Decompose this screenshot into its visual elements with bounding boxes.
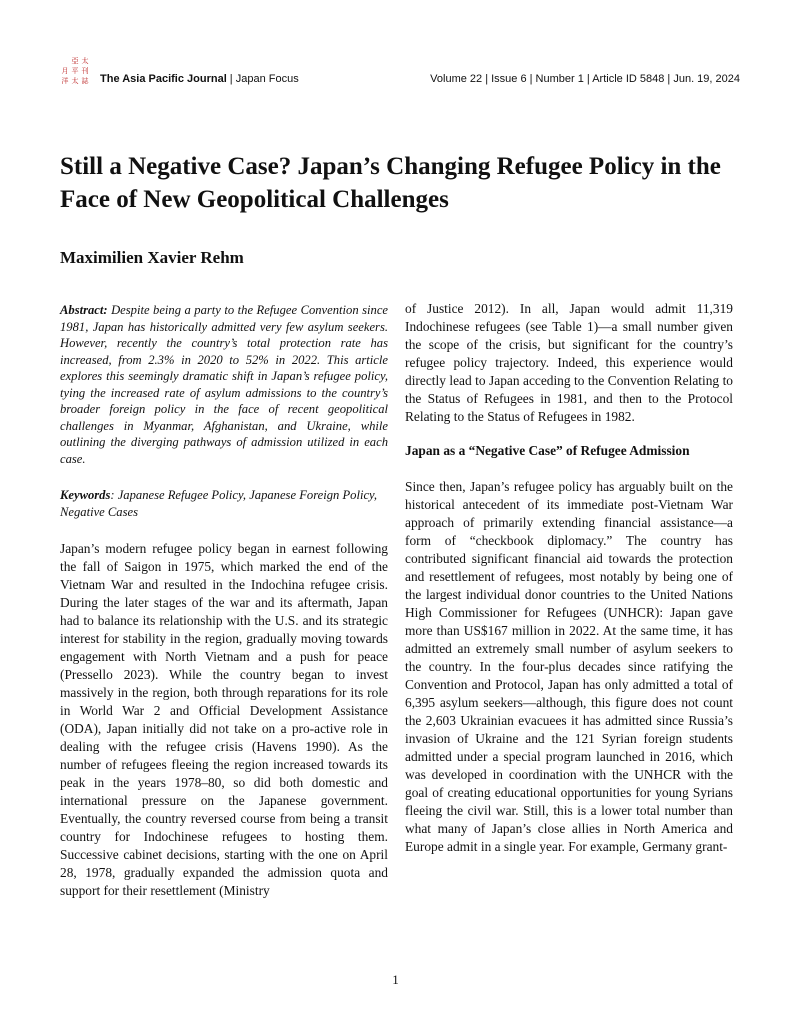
article-title: Still a Negative Case? Japan’s Changing Refugee Policy in the Face of New Geopolitical Challenges xyxy=(60,153,721,213)
body-paragraph: of Justice 2012). In all, Japan would admit 11,319 Indochinese refugees (see Table 1)—a small number given the scope of the crisis, but significant for the country’s refugee policy trajectory. Indeed, this experience would directly lead to Japan acceding to the Convention Relating to the Status of Refugees in 1981, and then to the Protocol Relating to the Status of Refugees in 1982. xyxy=(405,301,733,424)
author-name: Maximilien Xavier Rehm xyxy=(60,248,244,267)
issue-info: Volume 22 | Issue 6 | Number 1 | Article ID 5848 | Jun. 19, 2024 xyxy=(430,73,740,85)
journal-logo: 亞 太 月 平 刊 洋 太 誌 xyxy=(61,57,89,85)
right-column xyxy=(405,300,733,856)
section-heading: Japan as a “Negative Case” of Refugee Admission xyxy=(405,443,690,458)
body-paragraph: Since then, Japan’s refugee policy has arguably built on the historical antecedent of its immediate post-Vietnam War approach of primarily extending financial assistance—a form of “checkbook diplomacy.” The country has contributed significant financial aid towards the protection and resettlement of refugees, most notably by being one of the largest individual donor countries to the United Nations High Commissioner for Refugees (UNHCR): Japan gave more than US$167 million in 2022. At the same time, it has admitted an extremely small number of asylum seekers to the country. In the four-plus decades since ratifying the Convention and Protocol, Japan has only admitted a total of 6,395 asylum seekers—although, this figure does not count the 2,603 Ukrainian evacuees it has admitted since Russia’s invasion of Ukraine and the 121 Syrian foreign students admitted under a special program launched in 2016, which was developed in coordination with the UNHCR with the goal of creating educational opportunities for young Syrians fleeing the civil war. Still, this is a lower total number than what many of Japan’s close allies in North America and Europe admit in a single year. For example, Germany grant- xyxy=(405,479,733,854)
abstract: Abstract: Despite being a party to the Refugee Convention since 1981, Japan has historically admitted very few asylum seekers. However, recently the country’s total protection rate has increased, from 2.3% in 2020 to 52% in 2022. This article explores this seemingly dramatic shift in Japan’s refugee policy, tying the increased rate of asylum admissions to the country’s broader foreign policy in the face of recent geopolitical challenges in Myanmar, Afghanistan, and Ukraine, while outlining the diverging pathways of admission utilized in each case. xyxy=(60,303,388,466)
left-column xyxy=(60,302,388,900)
page-number: 1 xyxy=(392,972,399,987)
keywords: Keywords: Japanese Refugee Policy, Japanese Foreign Policy, Negative Cases xyxy=(60,488,378,519)
journal-name: The Asia Pacific Journal | Japan Focus xyxy=(100,73,299,85)
body-paragraph: Japan’s modern refugee policy began in earnest following the fall of Saigon in 1975, which marked the end of the Vietnam War and resulted in the Indochina refugee crisis. During the later stages of the war and its aftermath, Japan had to balance its relationship with the U.S. and its strategic interest for stability in the region, gradually moving towards engagement with North Vietnam and a push for peace (Pressello 2023). While the country began to invest massively in the region, both through reparations for its role in World War 2 and Official Development Assistance (ODA), Japan initially did not take on a pro-active role in dealing with the refugee crisis (Havens 1990). As the number of refugees fleeing the region increased towards its peak in the years 1978–80, so did both domestic and international pressure on the Japanese government. Eventually, the country reversed course from being a transit country for Indochinese refugees to hosting them. Successive cabinet decisions, starting with the one on April 28, 1978, gradually expanded the admission quota and support for their resettlement (Ministry xyxy=(60,541,388,898)
page-header xyxy=(60,56,740,86)
